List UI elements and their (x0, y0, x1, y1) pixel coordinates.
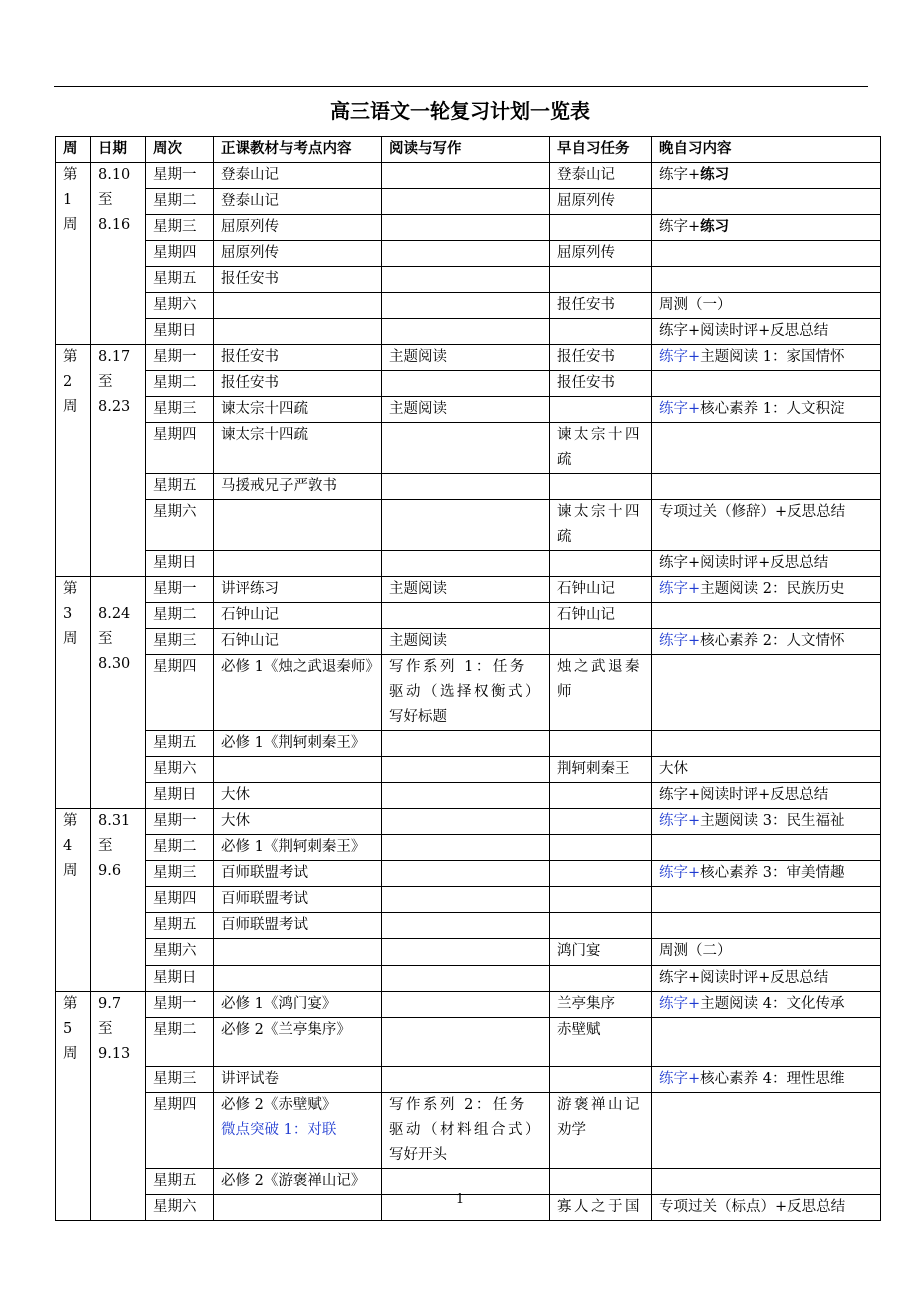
reading-cell (382, 835, 550, 861)
course-cell: 谏太宗十四疏 (214, 397, 382, 423)
reading-cell: 写作系列 2：任务驱动（材料组合式） 写好开头 (382, 1093, 550, 1169)
morning-cell (550, 861, 652, 887)
weekday-cell: 星期四 (146, 1093, 214, 1169)
morning-cell: 屈原列传 (550, 189, 652, 215)
table-row (56, 1169, 881, 1195)
reading-cell (382, 861, 550, 887)
weekday-cell: 星期一 (146, 809, 214, 835)
table-row (56, 757, 881, 783)
evening-cell: 练字+主题阅读 3：民生福祉 (652, 809, 881, 835)
weekday-cell: 星期四 (146, 655, 214, 731)
morning-cell: 鸿门宴 (550, 939, 652, 966)
reading-cell (382, 267, 550, 293)
morning-cell: 登泰山记 (550, 163, 652, 189)
evening-cell: 练字+主题阅读 2：民族历史 (652, 577, 881, 603)
date-cell: 8.24 至 8.30 (91, 577, 146, 809)
weekday-cell: 星期二 (146, 835, 214, 861)
evening-cell: 练字+练习 (652, 163, 881, 189)
table-row (56, 293, 881, 319)
reading-cell (382, 319, 550, 345)
evening-cell: 专项过关（标点）+反思总结 (652, 1195, 881, 1221)
reading-cell (382, 189, 550, 215)
weekday-cell: 星期二 (146, 189, 214, 215)
evening-cell (652, 189, 881, 215)
course-cell (214, 551, 382, 577)
course-cell: 大休 (214, 809, 382, 835)
course-cell: 登泰山记 (214, 189, 382, 215)
evening-cell (652, 1093, 881, 1169)
weekday-cell: 星期日 (146, 783, 214, 809)
weekday-cell: 星期日 (146, 966, 214, 992)
weekday-cell: 星期二 (146, 1018, 214, 1067)
table-row (56, 629, 881, 655)
reading-cell (382, 241, 550, 267)
course-cell: 屈原列传 (214, 241, 382, 267)
morning-cell: 赤壁赋 (550, 1018, 652, 1067)
course-cell (214, 293, 382, 319)
header-date: 日期 (91, 137, 146, 163)
weekday-cell: 星期一 (146, 577, 214, 603)
morning-cell (550, 629, 652, 655)
evening-cell (652, 371, 881, 397)
course-cell (214, 757, 382, 783)
reading-cell (382, 551, 550, 577)
table-row (56, 423, 881, 474)
week-cell: 第 2 周 (56, 345, 91, 577)
evening-cell (652, 1018, 881, 1067)
weekday-cell: 星期五 (146, 731, 214, 757)
course-cell: 百师联盟考试 (214, 887, 382, 913)
evening-cell: 周测（一） (652, 293, 881, 319)
page-number: 1 (455, 1192, 465, 1207)
morning-cell (550, 887, 652, 913)
reading-cell (382, 809, 550, 835)
reading-cell (382, 1067, 550, 1093)
table-row (56, 551, 881, 577)
evening-cell: 练字+主题阅读 1：家国情怀 (652, 345, 881, 371)
morning-cell: 兰亭集序 (550, 992, 652, 1018)
reading-cell: 主题阅读 (382, 397, 550, 423)
reading-cell (382, 603, 550, 629)
header-week: 周 (56, 137, 91, 163)
weekday-cell: 星期一 (146, 163, 214, 189)
morning-cell (550, 913, 652, 939)
evening-cell (652, 655, 881, 731)
morning-cell: 石钟山记 (550, 603, 652, 629)
reading-cell (382, 731, 550, 757)
weekday-cell: 星期一 (146, 992, 214, 1018)
evening-cell (652, 1169, 881, 1195)
table-row (56, 319, 881, 345)
reading-cell: 主题阅读 (382, 345, 550, 371)
reading-cell (382, 966, 550, 992)
evening-cell (652, 835, 881, 861)
evening-cell: 练字+阅读时评+反思总结 (652, 783, 881, 809)
header-rule (54, 86, 868, 87)
reading-cell (382, 293, 550, 319)
evening-cell: 练字+核心素养 3：审美情趣 (652, 861, 881, 887)
evening-cell: 周测（二） (652, 939, 881, 966)
table-row (56, 887, 881, 913)
morning-cell (550, 783, 652, 809)
table-row (56, 1093, 881, 1169)
table-row (56, 397, 881, 423)
course-cell: 报任安书 (214, 371, 382, 397)
weekday-cell: 星期五 (146, 474, 214, 500)
table-row (56, 603, 881, 629)
course-cell (214, 939, 382, 966)
reading-cell: 主题阅读 (382, 577, 550, 603)
weekday-cell: 星期日 (146, 319, 214, 345)
morning-cell (550, 1067, 652, 1093)
reading-cell (382, 1169, 550, 1195)
course-cell: 马援戒兄子严敦书 (214, 474, 382, 500)
morning-cell: 报任安书 (550, 293, 652, 319)
week-cell: 第 4 周 (56, 809, 91, 992)
evening-cell: 练字+核心素养 2：人文情怀 (652, 629, 881, 655)
evening-cell (652, 267, 881, 293)
evening-cell (652, 241, 881, 267)
course-cell: 登泰山记 (214, 163, 382, 189)
week-cell: 第 1 周 (56, 163, 91, 345)
table-row (56, 809, 881, 835)
course-cell: 石钟山记 (214, 603, 382, 629)
table-row (56, 577, 881, 603)
evening-cell: 练字+练习 (652, 215, 881, 241)
weekday-cell: 星期四 (146, 423, 214, 474)
course-cell: 必修 2《兰亭集序》 (214, 1018, 382, 1067)
table-row (56, 1067, 881, 1093)
evening-cell: 专项过关（修辞）+反思总结 (652, 500, 881, 551)
table-row (56, 215, 881, 241)
weekday-cell: 星期六 (146, 500, 214, 551)
weekday-cell: 星期三 (146, 1067, 214, 1093)
table-row (56, 241, 881, 267)
morning-cell: 谏太宗十四疏 (550, 423, 652, 474)
evening-cell (652, 474, 881, 500)
table-row (56, 189, 881, 215)
reading-cell (382, 215, 550, 241)
date-cell: 9.7 至 9.13 (91, 992, 146, 1221)
reading-cell (382, 939, 550, 966)
weekday-cell: 星期六 (146, 293, 214, 319)
reading-cell (382, 474, 550, 500)
evening-cell: 练字+阅读时评+反思总结 (652, 551, 881, 577)
course-cell: 报任安书 (214, 267, 382, 293)
course-cell: 大休 (214, 783, 382, 809)
reading-cell: 主题阅读 (382, 629, 550, 655)
evening-cell (652, 731, 881, 757)
reading-cell (382, 1018, 550, 1067)
course-cell (214, 319, 382, 345)
weekday-cell: 星期三 (146, 215, 214, 241)
course-cell: 石钟山记 (214, 629, 382, 655)
table-row (56, 655, 881, 731)
header-course: 正课教材与考点内容 (214, 137, 382, 163)
table-row (56, 163, 881, 189)
course-cell: 谏太宗十四疏 (214, 423, 382, 474)
morning-cell (550, 319, 652, 345)
table-row (56, 913, 881, 939)
reading-cell (382, 757, 550, 783)
weekday-cell: 星期二 (146, 603, 214, 629)
weekday-cell: 星期五 (146, 913, 214, 939)
reading-cell (382, 163, 550, 189)
weekday-cell: 星期四 (146, 887, 214, 913)
course-cell: 报任安书 (214, 345, 382, 371)
reading-cell (382, 371, 550, 397)
morning-cell: 寡人之于国 (550, 1195, 652, 1221)
table-row (56, 835, 881, 861)
course-cell: 必修 2《游褒禅山记》 (214, 1169, 382, 1195)
document-title: 高三语文一轮复习计划一览表 (330, 99, 590, 123)
weekday-cell: 星期二 (146, 371, 214, 397)
evening-cell: 练字+核心素养 4：理性思维 (652, 1067, 881, 1093)
weekday-cell: 星期六 (146, 939, 214, 966)
evening-cell: 练字+阅读时评+反思总结 (652, 966, 881, 992)
morning-cell: 石钟山记 (550, 577, 652, 603)
week-cell: 第 5 周 (56, 992, 91, 1221)
evening-cell: 练字+阅读时评+反思总结 (652, 319, 881, 345)
evening-cell (652, 913, 881, 939)
table-row (56, 500, 881, 551)
reading-cell (382, 783, 550, 809)
morning-cell: 屈原列传 (550, 241, 652, 267)
morning-cell: 游褒禅山记 劝学 (550, 1093, 652, 1169)
course-cell (214, 500, 382, 551)
week-cell: 第 3 周 (56, 577, 91, 809)
morning-cell (550, 1169, 652, 1195)
morning-cell (550, 966, 652, 992)
evening-cell: 大休 (652, 757, 881, 783)
weekday-cell: 星期五 (146, 1169, 214, 1195)
table-row (56, 992, 881, 1018)
evening-cell (652, 603, 881, 629)
header-row (56, 137, 881, 163)
table-row (56, 861, 881, 887)
morning-cell: 烛之武退秦师 (550, 655, 652, 731)
morning-cell (550, 551, 652, 577)
header-reading: 阅读与写作 (382, 137, 550, 163)
table-row (56, 1018, 881, 1067)
header-evening: 晚自习内容 (652, 137, 881, 163)
reading-cell: 写作系列 1：任务驱动（选择权衡式） 写好标题 (382, 655, 550, 731)
morning-cell: 报任安书 (550, 371, 652, 397)
course-cell: 百师联盟考试 (214, 861, 382, 887)
evening-cell (652, 423, 881, 474)
table-row (56, 371, 881, 397)
weekday-cell: 星期四 (146, 241, 214, 267)
table-row (56, 939, 881, 966)
evening-cell (652, 887, 881, 913)
date-cell: 8.10 至 8.16 (91, 163, 146, 345)
course-cell: 必修 2《赤壁赋》 微点突破 1：对联 (214, 1093, 382, 1169)
table-row (56, 345, 881, 371)
date-cell: 8.17 至 8.23 (91, 345, 146, 577)
course-cell: 必修 1《鸿门宴》 (214, 992, 382, 1018)
table-row (56, 731, 881, 757)
course-cell (214, 966, 382, 992)
morning-cell (550, 474, 652, 500)
study-plan-table (55, 136, 881, 1221)
date-cell: 8.31 至 9.6 (91, 809, 146, 992)
morning-cell (550, 215, 652, 241)
table-row (56, 783, 881, 809)
reading-cell (382, 423, 550, 474)
morning-cell (550, 809, 652, 835)
course-cell: 屈原列传 (214, 215, 382, 241)
evening-cell: 练字+核心素养 1：人文积淀 (652, 397, 881, 423)
reading-cell (382, 887, 550, 913)
morning-cell (550, 731, 652, 757)
morning-cell (550, 397, 652, 423)
course-cell: 必修 1《荆轲刺秦王》 (214, 835, 382, 861)
morning-cell: 荆轲刺秦王 (550, 757, 652, 783)
weekday-cell: 星期日 (146, 551, 214, 577)
header-weekday: 周次 (146, 137, 214, 163)
weekday-cell: 星期六 (146, 757, 214, 783)
reading-cell (382, 992, 550, 1018)
morning-cell (550, 835, 652, 861)
morning-cell: 谏太宗十四疏 (550, 500, 652, 551)
course-cell: 讲评练习 (214, 577, 382, 603)
weekday-cell: 星期三 (146, 629, 214, 655)
reading-cell (382, 500, 550, 551)
weekday-cell: 星期六 (146, 1195, 214, 1221)
weekday-cell: 星期五 (146, 267, 214, 293)
course-cell: 必修 1《烛之武退秦师》 (214, 655, 382, 731)
weekday-cell: 星期一 (146, 345, 214, 371)
header-morning: 早自习任务 (550, 137, 652, 163)
course-cell: 必修 1《荆轲刺秦王》 (214, 731, 382, 757)
course-cell: 百师联盟考试 (214, 913, 382, 939)
weekday-cell: 星期三 (146, 861, 214, 887)
table-row (56, 474, 881, 500)
course-cell: 讲评试卷 (214, 1067, 382, 1093)
table-row (56, 966, 881, 992)
weekday-cell: 星期三 (146, 397, 214, 423)
morning-cell: 报任安书 (550, 345, 652, 371)
morning-cell (550, 267, 652, 293)
reading-cell (382, 913, 550, 939)
table-row (56, 267, 881, 293)
evening-cell: 练字+主题阅读 4：文化传承 (652, 992, 881, 1018)
